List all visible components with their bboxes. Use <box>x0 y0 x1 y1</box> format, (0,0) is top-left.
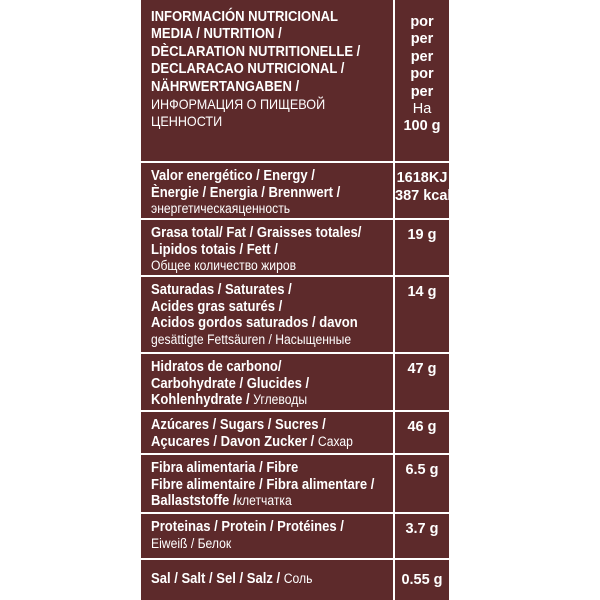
per-100g-column-header <box>395 14 449 136</box>
nutrient-name-cyrillic: Соль <box>283 571 313 586</box>
nutrient-name <box>151 417 393 450</box>
nutrient-name-cyrillic: Сахар <box>317 433 353 449</box>
nutrient-value <box>395 461 449 479</box>
header-title <box>151 9 393 130</box>
header-line: DÈCLARATION NUTRITIONELLE / <box>151 43 361 60</box>
nutrient-row-sugars <box>141 412 449 455</box>
per-word: per <box>410 31 434 48</box>
nutrient-name-line: Proteinas / Protein / Protéines / <box>151 519 344 535</box>
energy-kcal-value: 387 kcal <box>395 188 452 205</box>
header-line-cyrillic: ИНФОРМАЦИЯ О ПИЩЕВОЙ <box>151 95 326 112</box>
nutrient-name <box>151 225 393 274</box>
nutrient-name <box>151 460 393 510</box>
nutrient-row-salt <box>141 560 449 600</box>
nutrient-name-line: Grasa total/ Fat / Graisses totales/ <box>151 225 362 241</box>
energy-kj-value: 1618KJ <box>396 170 448 186</box>
nutrient-name-line: Hidratos de carbono/ <box>151 359 282 375</box>
saturates-value: 14 g <box>407 284 437 300</box>
nutrient-name-line-cyrillic: энергетическаяценность <box>151 201 291 217</box>
nutrient-name-line-cyrillic: gesättigte Fettsäuren / Насыщенные <box>151 332 352 348</box>
carbohydrate-value: 47 g <box>407 361 437 377</box>
nutrient-name-line <box>151 571 369 588</box>
nutrient-row-carbohydrate <box>141 354 449 412</box>
nutrient-name-part: Ballaststoffe / <box>151 493 237 510</box>
nutrient-row-energy <box>141 163 452 220</box>
per-word: por <box>410 14 434 30</box>
sugars-value: 46 g <box>407 419 437 435</box>
header-line: NÄHRWERTANGABEN / <box>151 78 300 95</box>
nutrient-name-line <box>151 493 369 510</box>
nutrient-name-line <box>151 434 369 451</box>
nutrient-row-fibre <box>141 455 449 514</box>
header-row <box>141 0 449 163</box>
nutrient-name-line: Fibre alimentaire / Fibra alimentare / <box>151 476 375 493</box>
nutrient-name <box>151 519 393 551</box>
nutrition-label <box>138 0 452 600</box>
nutrient-name-part: Açucares / Davon Zucker / <box>151 433 315 450</box>
header-line: INFORMACIÓN NUTRICIONAL <box>151 9 339 25</box>
nutrient-row-fat <box>141 220 449 277</box>
nutrient-name-line: Valor energético / Energy / <box>151 168 315 184</box>
nutrient-name <box>151 282 393 348</box>
per-word: por <box>410 66 434 83</box>
nutrient-value <box>395 360 449 378</box>
nutrient-value <box>395 571 449 589</box>
nutrient-value <box>395 418 449 436</box>
nutrient-name-line: Acides gras saturés / <box>151 298 283 315</box>
nutrient-value <box>395 520 449 538</box>
nutrient-name <box>151 359 393 409</box>
fat-value: 19 g <box>407 227 437 243</box>
nutrient-name-line-cyrillic: Общее количество жиров <box>151 258 297 274</box>
header-line-cyrillic: ЦЕННОСТИ <box>151 112 223 129</box>
nutrient-name-line: Carbohydrate / Glucides / <box>151 375 310 392</box>
nutrient-name-line: Lipidos totais / Fett / <box>151 241 278 258</box>
nutrient-name-line: Saturadas / Saturates / <box>151 282 292 298</box>
nutrient-value <box>395 226 449 244</box>
nutrient-name-line: Azúcares / Sugars / Sucres / <box>151 417 326 433</box>
nutrient-name-cyrillic: Углеводы <box>253 392 308 408</box>
nutrient-name-line <box>151 392 369 409</box>
nutrient-row-protein <box>141 514 449 560</box>
per-word: На <box>412 100 432 117</box>
nutrient-row-saturates <box>141 277 449 354</box>
nutrient-name-part: Sal / Salt / Sel / Salz / <box>151 571 281 587</box>
nutrient-name-cyrillic: клетчатка <box>236 493 292 509</box>
nutrient-name <box>151 571 393 588</box>
nutrient-value <box>395 169 452 205</box>
nutrient-value <box>395 283 449 301</box>
nutrient-name <box>151 168 393 217</box>
per-word: per <box>410 48 434 65</box>
per-word: per <box>410 83 434 100</box>
header-line: MEDIA / NUTRITION / <box>151 26 282 43</box>
nutrient-name-line-cyrillic: Eiweiß / Белок <box>151 535 232 551</box>
nutrient-name-line: Ènergie / Energia / Brennwert / <box>151 184 341 201</box>
fibre-value: 6.5 g <box>405 462 439 478</box>
protein-value: 3.7 g <box>405 521 439 537</box>
header-line: DECLARACAO NUTRICIONAL / <box>151 61 345 78</box>
per-amount: 100 g <box>403 118 441 135</box>
salt-value: 0.55 g <box>401 572 443 588</box>
nutrient-name-part: Kohlenhydrate / <box>151 392 250 409</box>
nutrient-name-line: Fibra alimentaria / Fibre <box>151 460 299 476</box>
nutrient-name-line: Acidos gordos saturados / davon <box>151 315 358 332</box>
